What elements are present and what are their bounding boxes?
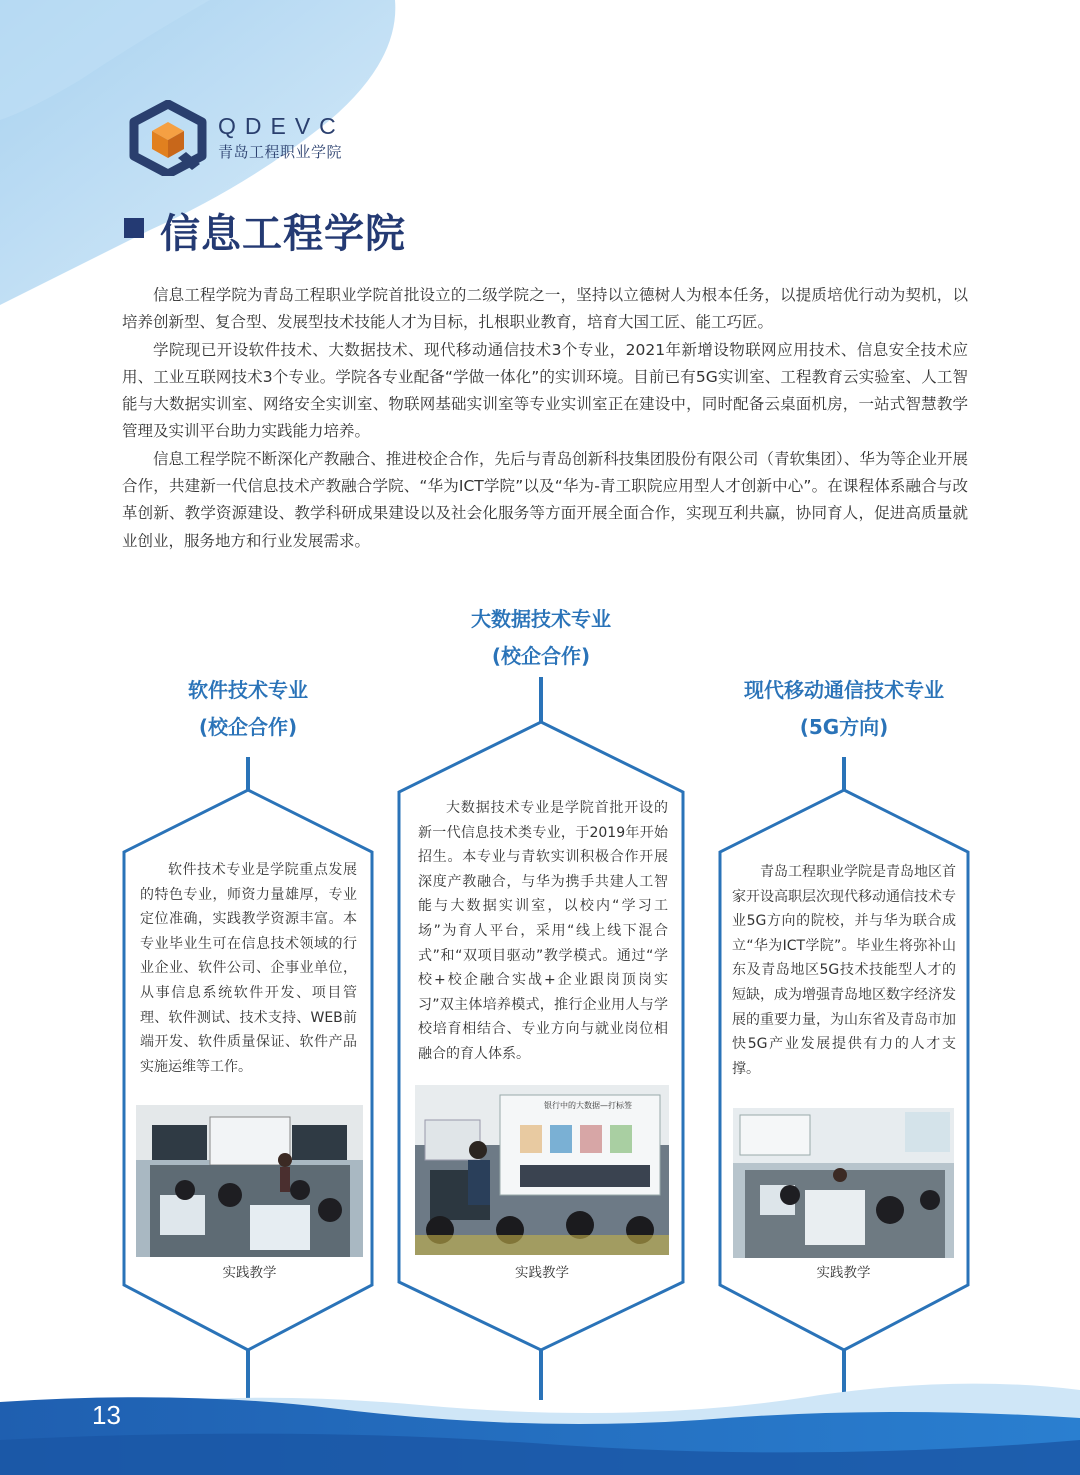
card-text-5g: 青岛工程职业学院是青岛地区首家开设高职层次现代移动通信技术专业5G方向的院校，并与华为联合成立“华为ICT学院”。毕业生将弥补山东及青岛地区5G技术技能型人才的短缺，成为增强青岛地区数字经济发展的重要力量，为山东省及青岛市加快5G产业发展提供有力的人才支撑。 (732, 864, 956, 1077)
heading-bigdata-name: 大数据技术专业 (471, 607, 611, 631)
heading-bigdata-sub: (校企合作) (491, 644, 591, 668)
heading-software-name: 软件技术专业 (188, 678, 308, 702)
page-number: 13 (92, 1400, 121, 1430)
caption-bigdata: 实践教学 (515, 1265, 569, 1281)
intro-text (122, 282, 968, 555)
heading-5g-sub: (5G方向) (799, 715, 889, 739)
photo-screen-text: 银行中的大数据—打标签 (544, 1101, 632, 1110)
card-text-bigdata: 大数据技术专业是学院首批开设的新一代信息技术类专业，于2019年开始招生。本专业与青软实训积极合作开展深度产教融合，与华为携手共建人工智能与大数据实训室，以校内“学习工场”为育人平台，采用“线上线下混合式”和“双项目驱动”教学模式。通过“学校+校企融合实战+企业跟岗顶岗实习”双主体培养模式，推行企业用人与学校培育相结合、专业方向与就业岗位相融合的育人体系。 (418, 800, 668, 1062)
heading-5g-name: 现代移动通信技术专业 (744, 678, 944, 702)
intro-paragraph-1: 信息工程学院为青岛工程职业学院首批设立的二级学院之一，坚持以立德树人为根本任务，以提质培优行动为契机，以培养创新型、复合型、发展型技术技能人才为目标，扎根职业教育，培育大国工匠、能工巧匠。 (122, 286, 968, 332)
photo-5g-class (733, 1108, 954, 1258)
heading-software-sub: (校企合作) (198, 715, 298, 739)
logo-text-cn: 青岛工程职业学院 (218, 143, 343, 161)
caption-5g: 实践教学 (816, 1265, 871, 1281)
page-title: 信息工程学院 (160, 211, 406, 257)
title-bullet (124, 218, 144, 238)
heading-5g (714, 672, 974, 746)
logo-text-en: QDEVC (218, 113, 345, 139)
intro-paragraph-2: 学院现已开设软件技术、大数据技术、现代移动通信技术3个专业，2021年新增设物联网应用技术、信息安全技术应用、工业互联网技术3个专业。学院各专业配备“学做一体化”的实训环境。目前已有5G实训室、工程教育云实验室、人工智能与大数据实训室、网络安全实训室、物联网基础实训室等专业实训室正在建设中，同时配备云桌面机房，一站式智慧教学管理及实训平台助力实践能力培养。 (122, 340, 968, 441)
intro-paragraph-3: 信息工程学院不断深化产教融合、推进校企合作，先后与青岛创新科技集团股份有限公司（青软集团）、华为等企业开展合作，共建新一代信息技术产教融合学院、“华为ICT学院”以及“华为-青工职院应用型人才创新中心”。在课程体系融合与改革创新、教学资源建设、教学科研成果建设以及社会化服务等方面开展全面合作，实现互利共赢，协同育人，促进高质量就业创业，服务地方和行业发展需求。 (122, 449, 968, 550)
caption-software: 实践教学 (222, 1265, 277, 1281)
card-text-software: 软件技术专业是学院重点发展的特色专业，师资力量雄厚，专业定位准确，实践教学资源丰富。本专业毕业生可在信息技术领域的行业企业、软件公司、企事业单位，从事信息系统软件开发、项目管理、软件测试、技术支持、WEB前端开发、软件质量保证、软件产品实施运维等工作。 (140, 862, 357, 1075)
college-logo (128, 100, 208, 176)
heading-bigdata (421, 601, 661, 675)
photo-software-class (136, 1105, 363, 1257)
heading-software (148, 672, 348, 746)
